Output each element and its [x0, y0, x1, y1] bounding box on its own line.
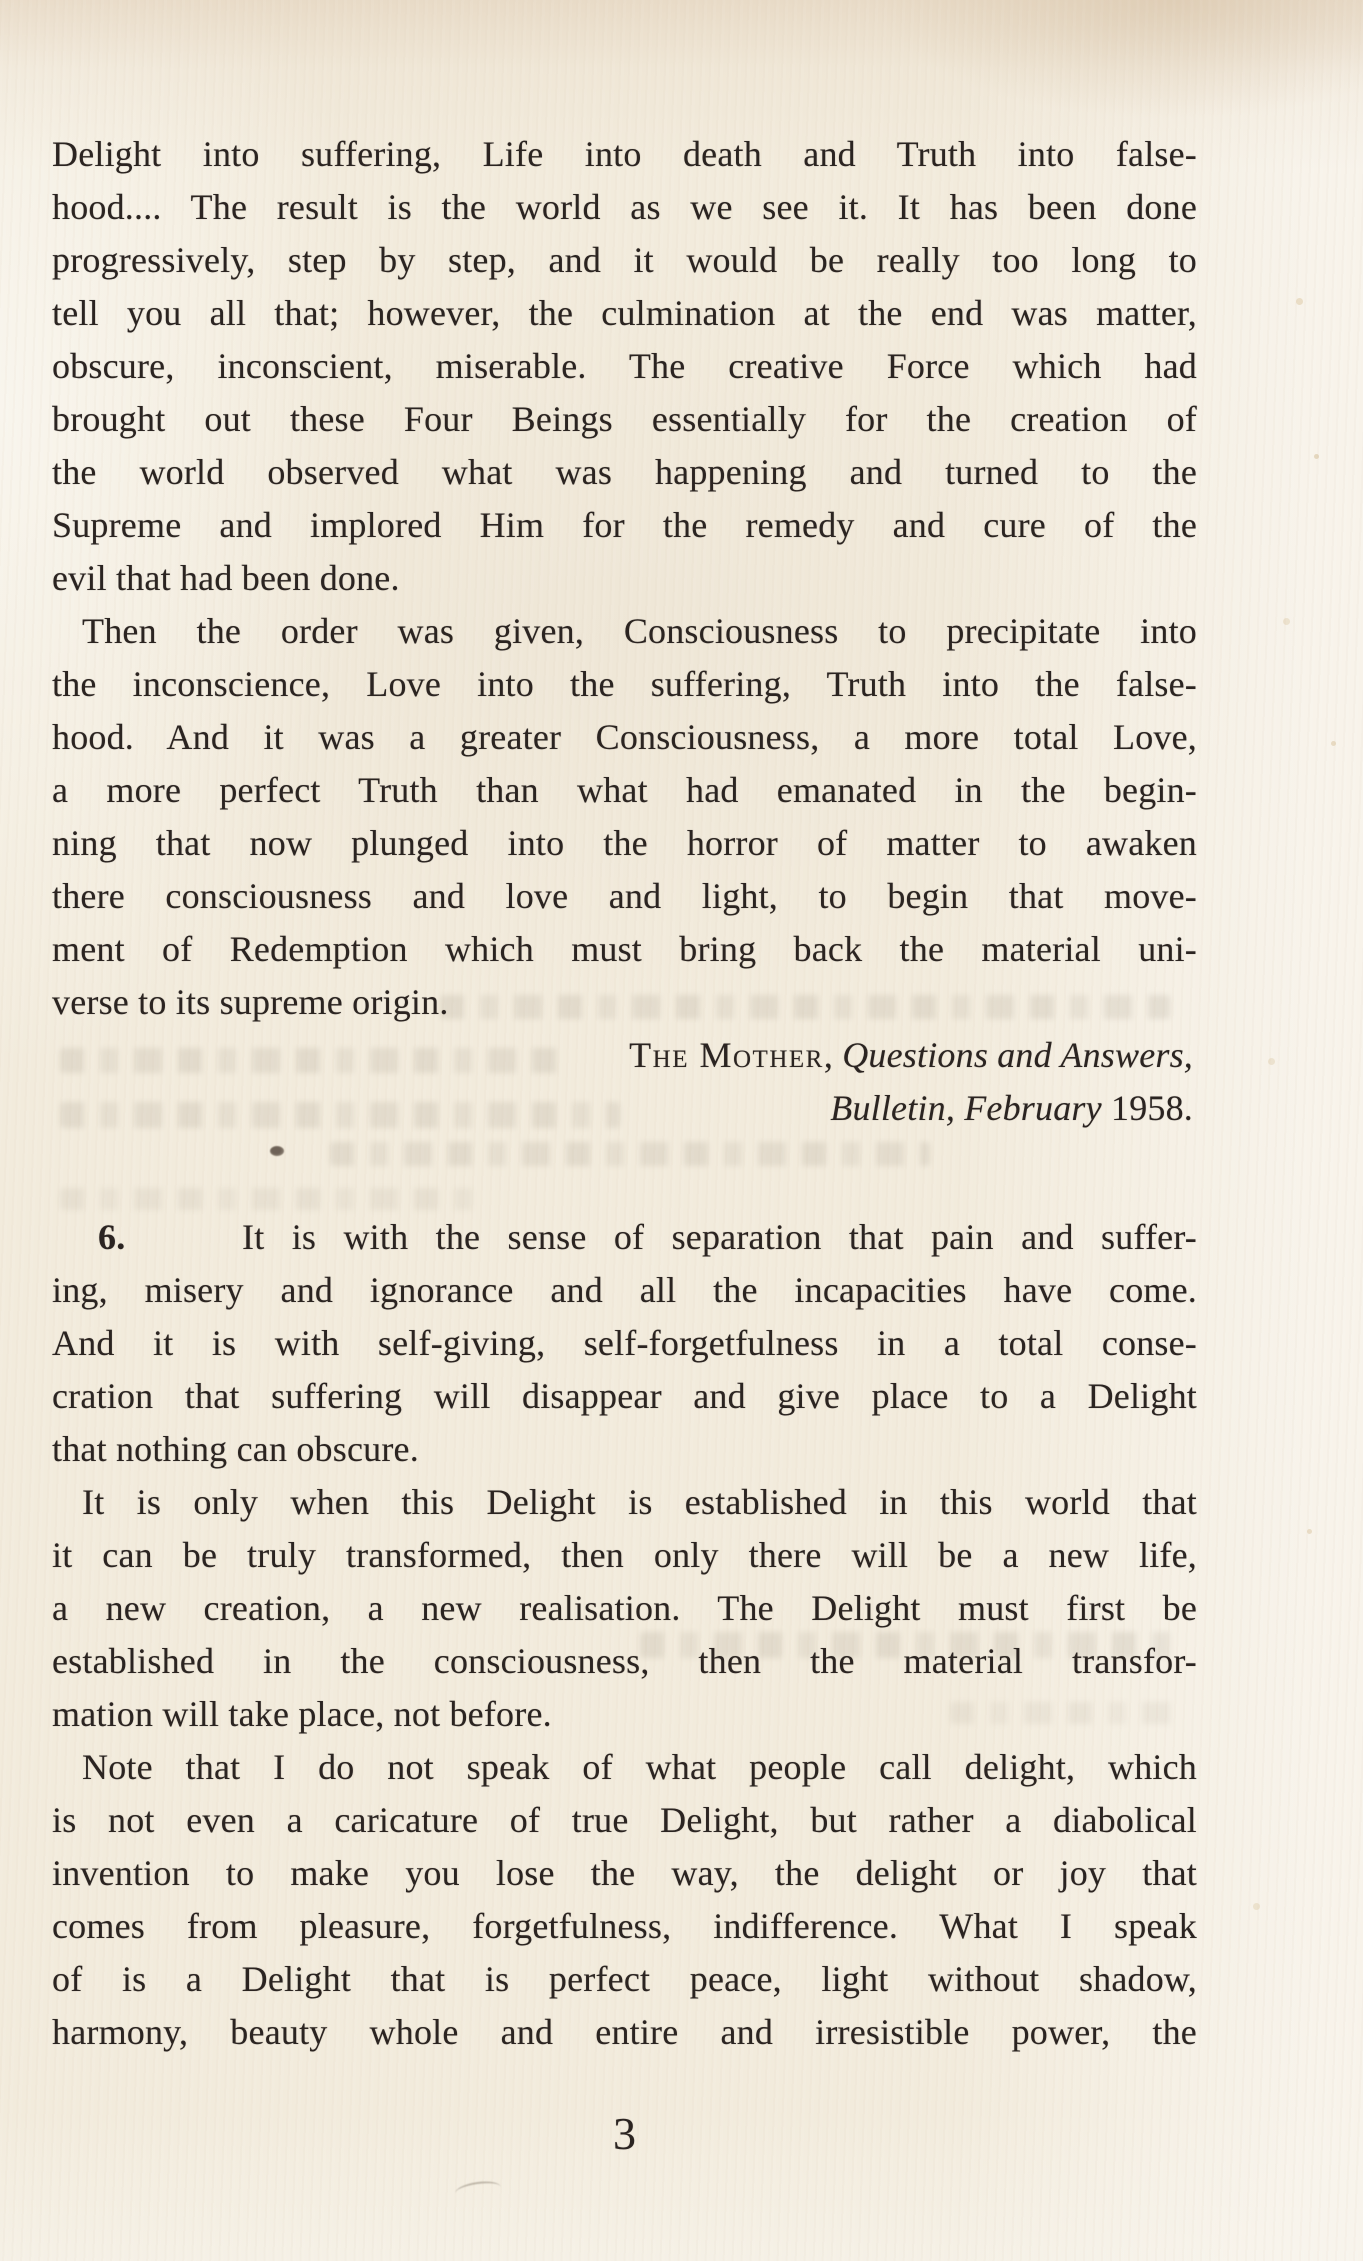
- text-line: it can be truly transformed, then only there will be a new life,: [52, 1535, 1197, 1575]
- page-number: 3: [613, 2108, 636, 2159]
- text-line: there consciousness and love and light, to begin that move-: [52, 876, 1197, 916]
- paragraph: [52, 1741, 1197, 2059]
- section-number: 6.: [98, 1217, 126, 1257]
- text-line: ment of Redemption which must bring back the material uni-: [52, 929, 1197, 969]
- text-line: brought out these Four Beings essentially for the creation of: [52, 399, 1197, 439]
- text-line: verse to its supreme origin.: [52, 982, 449, 1022]
- text-line: Then the order was given, Consciousness to precipitate into: [82, 611, 1197, 651]
- text-column: [52, 0, 1197, 2059]
- text-line: the inconscience, Love into the suffering, Truth into the false-: [52, 664, 1197, 704]
- text-line: And it is with self-giving, self-forgetfulness in a total conse-: [52, 1323, 1197, 1363]
- text-line: a new creation, a new realisation. The Delight must first be: [52, 1588, 1197, 1628]
- ink-speck: [270, 1146, 284, 1156]
- text-line: mation will take place, not before.: [52, 1694, 552, 1734]
- text-line: tell you all that; however, the culmination at the end was matter,: [52, 293, 1197, 333]
- paragraph: [52, 1211, 1197, 1476]
- text-line: a more perfect Truth than what had emanated in the begin-: [52, 770, 1197, 810]
- text-line: of is a Delight that is perfect peace, light without shadow,: [52, 1959, 1197, 1999]
- attribution-line: Bulletin, February 1958.: [830, 1088, 1193, 1128]
- text-line: the world observed what was happening and turned to the: [52, 452, 1197, 492]
- text-line: harmony, beauty whole and entire and irresistible power, the: [52, 2012, 1197, 2052]
- text-line: Delight into suffering, Life into death and Truth into false-: [52, 134, 1197, 174]
- text-line: hood.... The result is the world as we see it. It has been done: [52, 187, 1197, 227]
- attribution: [52, 1029, 1197, 1135]
- text-line: ing, misery and ignorance and all the incapacities have come.: [52, 1270, 1197, 1310]
- paragraph: [52, 1476, 1197, 1741]
- text-line: is not even a caricature of true Delight, but rather a diabolical: [52, 1800, 1197, 1840]
- text-line: comes from pleasure, forgetfulness, indifference. What I speak: [52, 1906, 1197, 1946]
- text-line: invention to make you lose the way, the delight or joy that: [52, 1853, 1197, 1893]
- text-line: hood. And it was a greater Consciousness, a more total Love,: [52, 717, 1197, 757]
- text-line: that nothing can obscure.: [52, 1429, 419, 1469]
- paragraph: [52, 605, 1197, 1029]
- text-line: 6. It is with the sense of separation that pain and suffer-: [52, 1211, 1197, 1264]
- paragraph: [52, 128, 1197, 605]
- paper-grain-specks: [0, 0, 3, 3]
- text-line: evil that had been done.: [52, 558, 400, 598]
- text-line: Note that I do not speak of what people call delight, which: [82, 1747, 1197, 1787]
- attribution-line: The Mother, Questions and Answers,: [629, 1035, 1193, 1075]
- text-line: cration that suffering will disappear and give place to a Delight: [52, 1376, 1197, 1416]
- text-line: ning that now plunged into the horror of matter to awaken: [52, 823, 1197, 863]
- text-line: obscure, inconscient, miserable. The creative Force which had: [52, 346, 1197, 386]
- text-line: progressively, step by step, and it would be really too long to: [52, 240, 1197, 280]
- text-line: Supreme and implored Him for the remedy and cure of the: [52, 505, 1197, 545]
- pencil-mark: [454, 2179, 502, 2201]
- text-line: established in the consciousness, then the material transfor-: [52, 1641, 1197, 1681]
- text-line: It is only when this Delight is established in this world that: [82, 1482, 1197, 1522]
